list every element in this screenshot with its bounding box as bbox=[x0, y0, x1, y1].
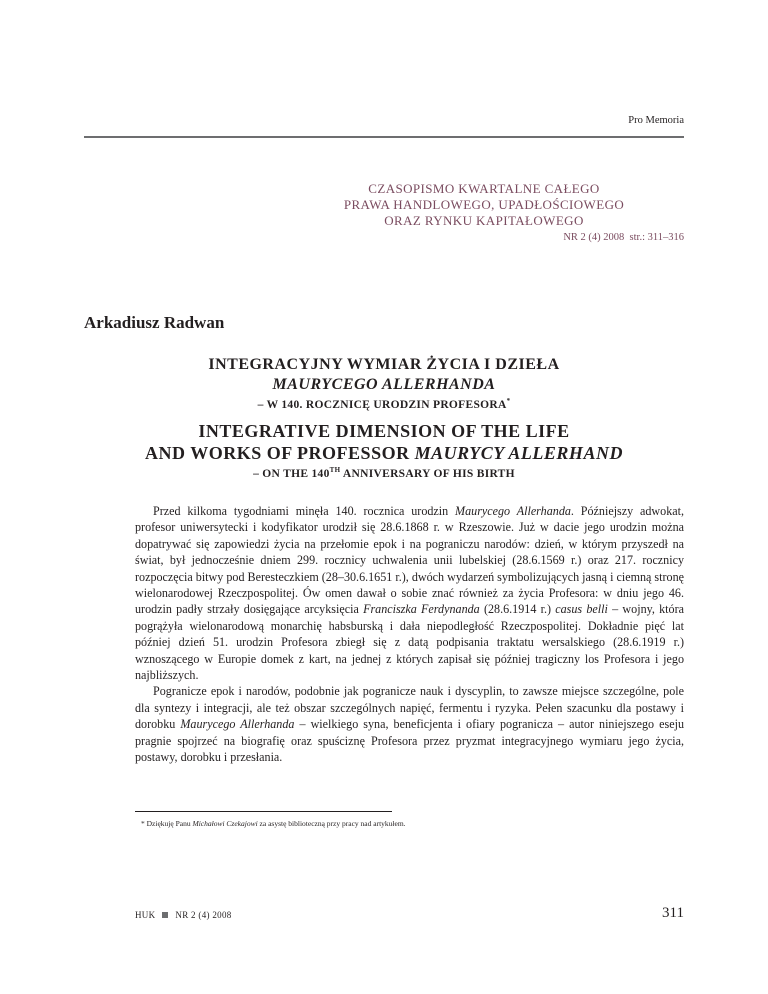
english-title-line-1: INTEGRATIVE DIMENSION OF THE LIFE bbox=[198, 421, 570, 441]
journal-page-range: str.: 311–316 bbox=[629, 232, 684, 243]
journal-name-line-1: CZASOPISMO KWARTALNE CAŁEGO bbox=[368, 181, 600, 196]
footer-journal-info bbox=[135, 910, 232, 920]
section-label: Pro Memoria bbox=[628, 115, 684, 126]
text-run: (28.6.1914 r.) bbox=[479, 602, 556, 617]
journal-header bbox=[284, 181, 684, 243]
polish-title-line-2 bbox=[84, 375, 684, 395]
footnote bbox=[141, 819, 406, 828]
italic-term: casus belli bbox=[555, 602, 608, 617]
text-run: Przed kilkoma tygodniami minęła 140. rocznica urodzin bbox=[153, 504, 456, 518]
footnote-mark: * bbox=[141, 819, 145, 828]
polish-title bbox=[84, 355, 684, 411]
article-body bbox=[135, 503, 684, 766]
text-run: Dziękuję Panu bbox=[144, 819, 193, 828]
text-run: – wielkiego syna, beneficjenta i ofiary pogranicza – autor niniejszego eseju pragnie spojrzeć na biografię oraz spuściznę Profesora przez pryzmat integracyjnego wymiaru jego życia, postawy, dorobku i przesłania. bbox=[135, 717, 684, 765]
text-run: – wojny, która pogrążyła wielonarodową monarchię habsburską i dała niepodległość Rzeczpospolitej. Dokładnie pięć lat później dzień 51. urodzin Profesora zbiegł się z datą podpisania traktatu wersalskiego (28.6.1919 r.) wznoszącego w Europie domek z kart, na jednej z których zapisał się później tragiczny los Profesora i jego najbliższych. bbox=[135, 602, 684, 683]
journal-name-line-3: ORAZ RYNKU KAPITAŁOWEGO bbox=[384, 213, 584, 228]
english-title-name: MAURYCY ALLERHAND bbox=[414, 443, 623, 463]
english-subtitle-ordinal: TH bbox=[329, 466, 341, 474]
paragraph-2 bbox=[135, 683, 684, 765]
footer-issue: NR 2 (4) 2008 bbox=[175, 910, 232, 920]
italic-name: Maurycego Allerhanda bbox=[455, 504, 571, 518]
journal-issue-number: NR 2 (4) 2008 bbox=[563, 232, 625, 243]
header-rule bbox=[84, 136, 684, 138]
italic-name: Michałowi Czekajowi bbox=[192, 819, 258, 828]
paragraph-1 bbox=[135, 503, 684, 683]
polish-subtitle bbox=[84, 397, 684, 411]
page-number: 311 bbox=[662, 905, 684, 921]
text-run: Pogranicze epok i narodów, podobnie jak pogranicze nauk i dyscyplin, to zawsze miejsce szczególne, pole dla syntezy i integracji, ale też obszar szczególnych napięć, fermentu i ryzyka. Pełen szacunku dla postawy i dorobku bbox=[135, 684, 684, 732]
journal-issue-info bbox=[284, 232, 684, 243]
square-bullet-icon bbox=[162, 912, 168, 918]
english-subtitle-suffix: ANNIVERSARY OF HIS BIRTH bbox=[340, 467, 515, 480]
polish-title-name: MAURYCEGO ALLERHANDA bbox=[272, 376, 496, 393]
polish-title-line-1: INTEGRACYJNY WYMIAR ŻYCIA I DZIEŁA bbox=[208, 356, 560, 373]
english-title-prefix: AND WORKS OF PROFESSOR bbox=[145, 443, 415, 463]
footer-journal-abbr: HUK bbox=[135, 910, 156, 920]
english-title-line-2 bbox=[84, 442, 684, 464]
polish-subtitle-text: – W 140. ROCZNICĘ URODZIN PROFESORA bbox=[257, 398, 507, 411]
title-footnote-mark[interactable]: * bbox=[506, 397, 511, 405]
italic-name: Maurycego Allerhanda bbox=[180, 717, 295, 732]
english-subtitle bbox=[84, 466, 684, 480]
author-name: Arkadiusz Radwan bbox=[84, 313, 225, 332]
italic-name: Franciszka Ferdynanda bbox=[363, 602, 480, 617]
english-subtitle-prefix: – ON THE 140 bbox=[253, 467, 330, 480]
english-title bbox=[84, 420, 684, 480]
text-run: za asystę biblioteczną przy pracy nad artykułem. bbox=[257, 819, 406, 828]
text-run: . Późniejszy adwokat, profesor uniwersytecki i kodyfikator urodził się 28.6.1868 r. w Rzeszowie. Już w dacie jego urodzin można dopatrywać się zapowiedzi życia na przełomie epok i na pograniczu narodów: dzień, w którym przyszedł na świat, był jednocześnie dniem 299. rocznicy uchwalenia unii lubelskiej (28.6.1569 r.) oraz 217. rocznicy rozpoczęcia bitwy pod Beresteczkiem (28–30.6.1651 r.), dwóch wydarzeń symbolizujących jasną i ciemną stronę wielonarodowej Rzeczpospolitej. Ów omen dawał o sobie znać również za życia Profesora: w dniu jego 46. urodzin padły strzały dosięgające arcyksięcia bbox=[135, 504, 684, 617]
journal-name-line-2: PRAWA HANDLOWEGO, UPADŁOŚCIOWEGO bbox=[343, 197, 625, 212]
footnote-rule bbox=[135, 811, 392, 812]
